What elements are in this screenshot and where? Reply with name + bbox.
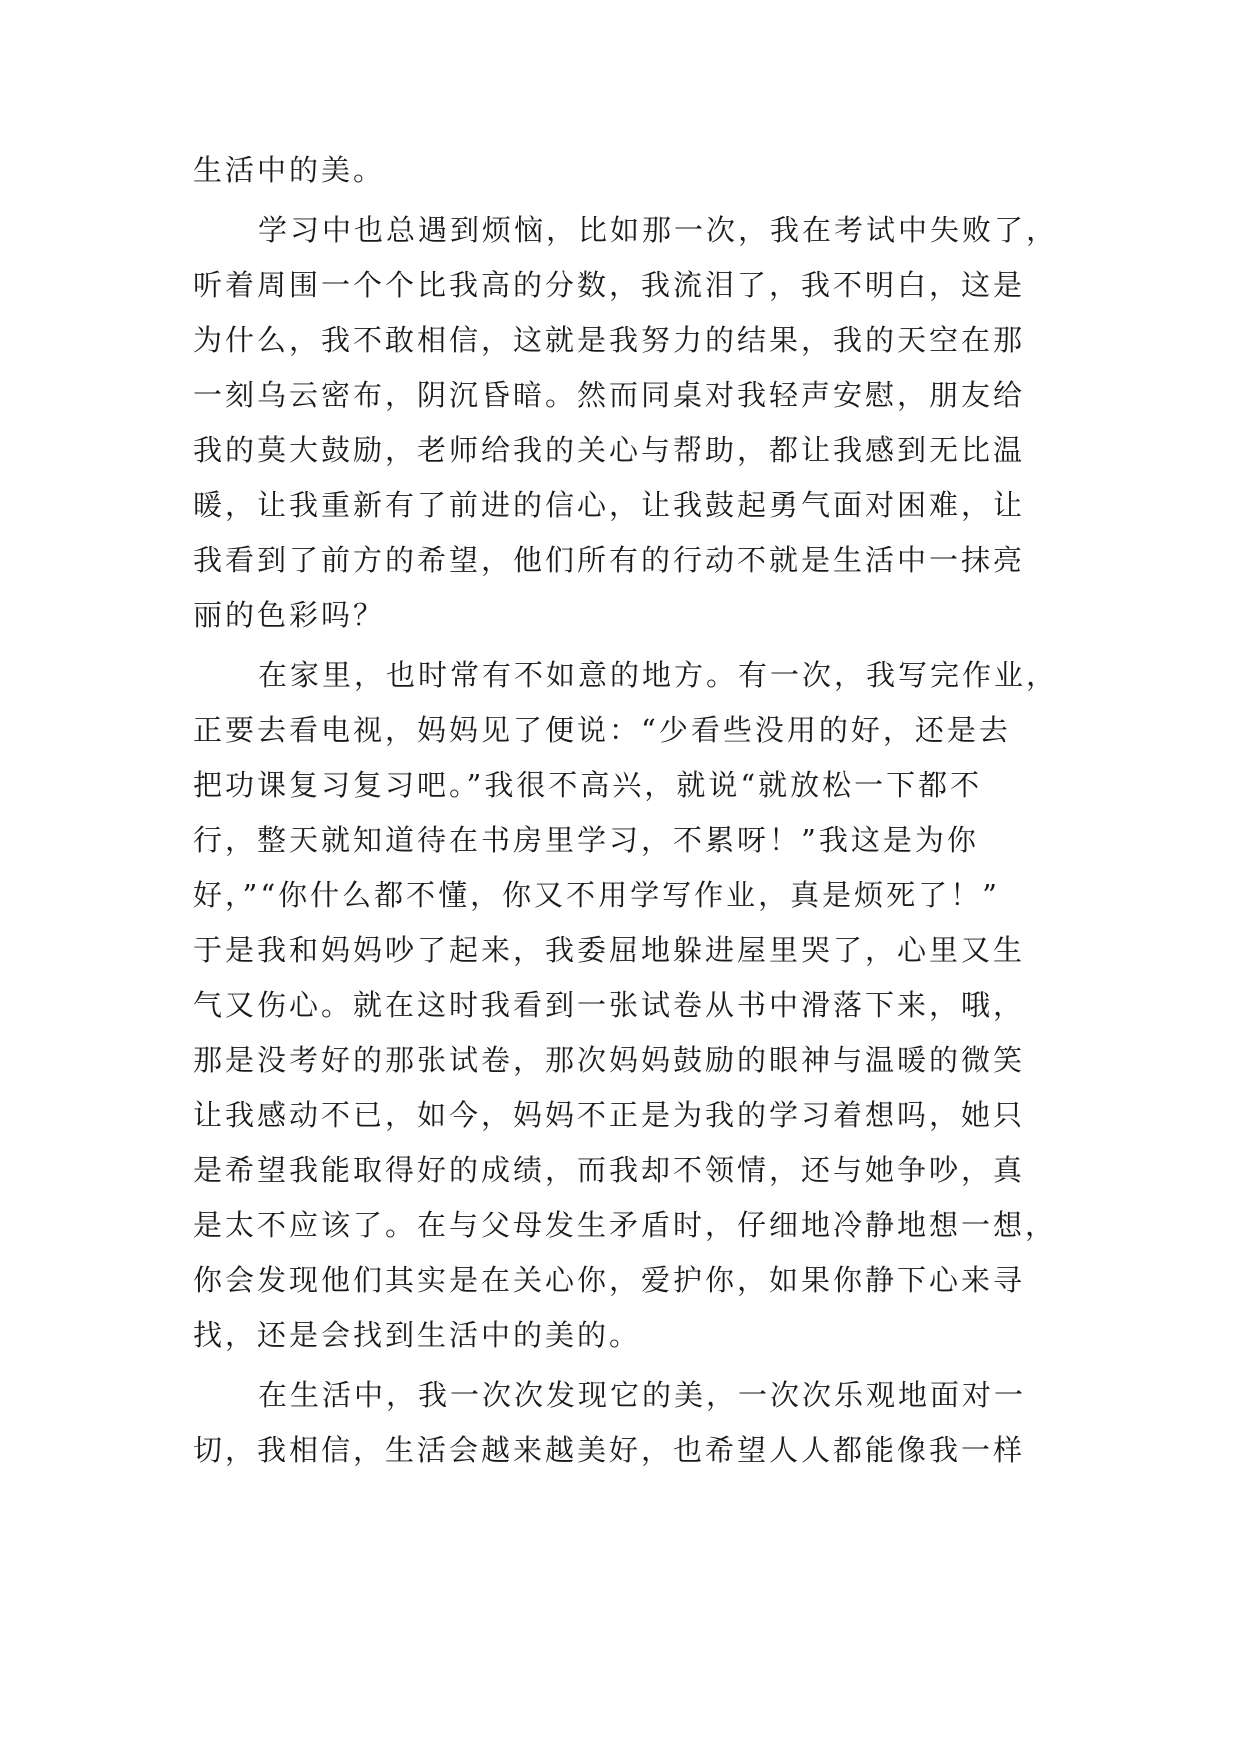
text-line: 好，”“你什么都不懂，你又不用学写作业，真是烦死了！”	[193, 878, 1000, 912]
text-line: 你会发现他们其实是在关心你，爱护你，如果你静下心来寻	[193, 1263, 1026, 1297]
text-line: 找，还是会找到生活中的美的。	[193, 1318, 642, 1352]
text-line: 是太不应该了。在与父母发生矛盾时，仔细地冷静地想一想，	[193, 1208, 1058, 1242]
text-line: 暖，让我重新有了前进的信心，让我鼓起勇气面对困难，让	[193, 488, 1026, 522]
text-line: 于是我和妈妈吵了起来，我委屈地躲进屋里哭了，心里又生	[193, 933, 1026, 967]
text-line: 听着周围一个个比我高的分数，我流泪了，我不明白，这是	[193, 268, 1026, 302]
text-line: 行，整天就知道待在书房里学习，不累呀！”我这是为你	[193, 823, 979, 857]
text-line: 为什么，我不敢相信，这就是我努力的结果，我的天空在那	[193, 323, 1026, 357]
text-line: 那是没考好的那张试卷，那次妈妈鼓励的眼神与温暖的微笑	[193, 1043, 1026, 1077]
text-line: 切，我相信，生活会越来越美好，也希望人人都能像我一样	[193, 1433, 1026, 1467]
text-line: 气又伤心。就在这时我看到一张试卷从书中滑落下来，哦，	[193, 988, 1026, 1022]
paragraph-first-line: 在家里，也时常有不如意的地方。有一次，我写完作业，	[258, 658, 1059, 692]
text-line: 一刻乌云密布，阴沉昏暗。然而同桌对我轻声安慰，朋友给	[193, 378, 1026, 412]
text-line: 让我感动不已，如今，妈妈不正是为我的学习着想吗，她只	[193, 1098, 1026, 1132]
text-line: 是希望我能取得好的成绩，而我却不领情，还与她争吵，真	[193, 1153, 1026, 1187]
text-line: 正要去看电视，妈妈见了便说：“少看些没用的好，还是去	[193, 713, 1011, 747]
paragraph-first-line: 在生活中，我一次次发现它的美，一次次乐观地面对一	[258, 1378, 1027, 1412]
paragraph-first-line: 学习中也总遇到烦恼，比如那一次，我在考试中失败了，	[258, 213, 1059, 247]
text-line: 我看到了前方的希望，他们所有的行动不就是生活中一抹亮	[193, 543, 1026, 577]
text-line: 把功课复习复习吧。”我很不高兴，就说“就放松一下都不	[193, 768, 983, 802]
text-line: 生活中的美。	[193, 153, 386, 187]
text-line: 丽的色彩吗？	[193, 598, 386, 632]
text-line: 我的莫大鼓励，老师给我的关心与帮助，都让我感到无比温	[193, 433, 1026, 467]
